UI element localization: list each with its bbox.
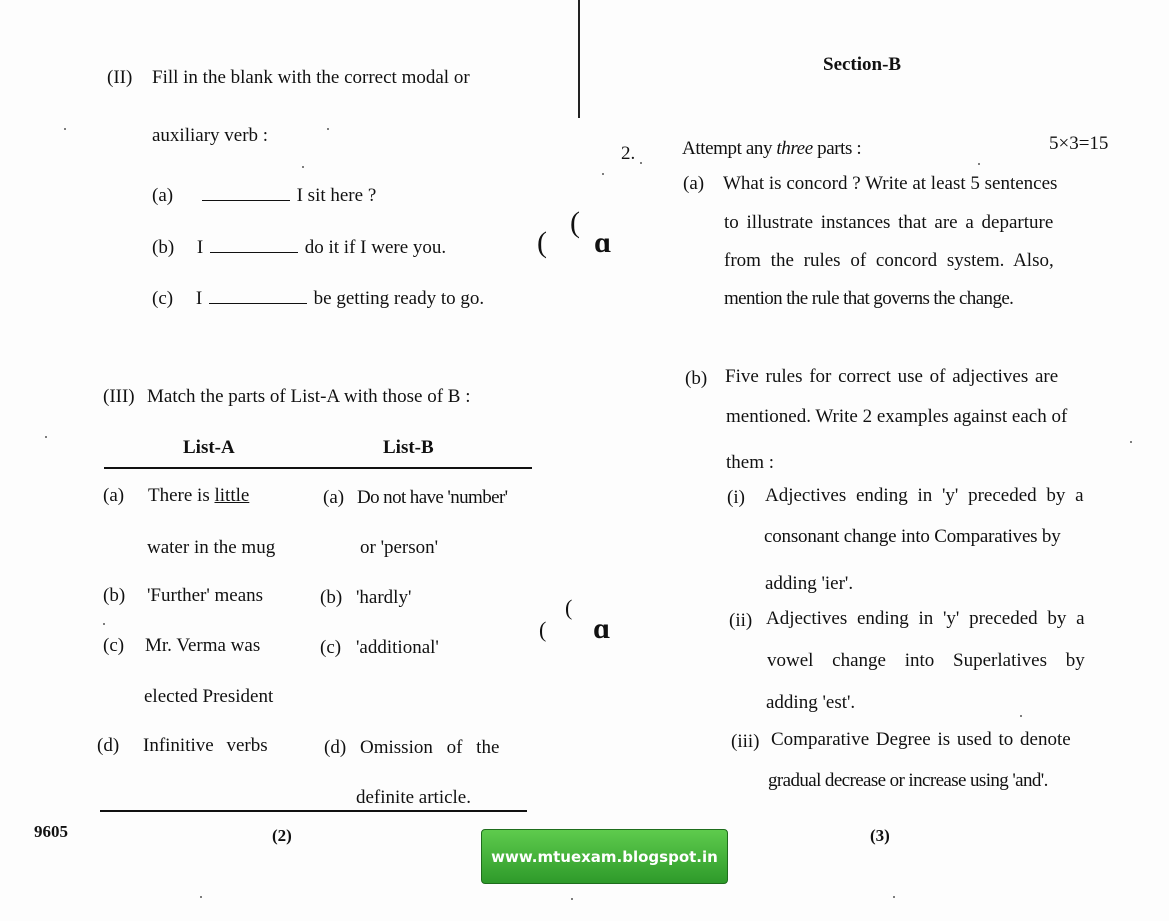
list-b-header: List-B <box>383 437 434 458</box>
answer-blank <box>202 200 290 201</box>
rule-iii-line: Comparative Degree is used to denote <box>771 729 1071 750</box>
list-a-label: (a) <box>103 485 125 506</box>
rule-i-line: Adjectives ending in 'y' preceded by a <box>765 485 1084 506</box>
scan-speck <box>1130 441 1132 443</box>
list-a-text: Infinitive verbs <box>143 735 268 756</box>
list-a-text: elected President <box>144 686 274 707</box>
page-number-left: (2) <box>272 826 292 845</box>
list-a-text: 'Further' means <box>147 585 264 606</box>
table-bottom-rule <box>100 810 527 812</box>
list-b-label: (d) <box>324 737 347 758</box>
scan-speck <box>893 896 895 898</box>
blank-item-prefix: I <box>196 237 204 258</box>
stray-mark: ɑ <box>593 612 611 645</box>
answer-blank <box>210 252 298 253</box>
blank-item-a <box>152 185 376 207</box>
list-a-label: (c) <box>103 635 125 656</box>
scan-speck <box>978 163 980 165</box>
stray-mark: ɑ <box>594 226 612 259</box>
blank-item-label: (a) <box>152 185 174 206</box>
part-a-line: mention the rule that governs the change. <box>724 288 1014 309</box>
scan-speck <box>103 623 105 625</box>
blank-item-c <box>152 288 484 310</box>
question-3-number: (III) <box>103 386 135 407</box>
scan-speck <box>45 436 47 438</box>
list-a-label: (b) <box>103 585 126 606</box>
list-b-text: Omission of the <box>360 737 500 758</box>
list-a-text: water in the mug <box>147 537 276 558</box>
part-a-line: from the rules of concord system. Also, <box>724 250 1054 271</box>
stray-mark: ( <box>565 595 573 620</box>
blank-item-text: I sit here ? <box>296 185 377 206</box>
scan-speck <box>64 128 66 130</box>
list-b-text: or 'person' <box>360 537 439 558</box>
paper-code: 9605 <box>34 822 68 841</box>
blank-item-prefix: I <box>195 288 203 309</box>
section-title: Section-B <box>823 54 902 75</box>
underlined-word: little <box>214 485 250 506</box>
page-number-right: (3) <box>870 826 890 845</box>
list-a-label: (d) <box>97 735 120 756</box>
instruction-emphasis: three <box>776 138 813 159</box>
part-b-label: (b) <box>685 368 708 389</box>
part-a-line: to illustrate instances that are a departure <box>724 212 1054 233</box>
part-b-line: Five rules for correct use of adjectives are <box>725 366 1059 387</box>
rule-i-line: adding 'ier'. <box>765 573 854 594</box>
part-b-line: mentioned. Write 2 examples against each of <box>726 406 1068 427</box>
page-divider <box>578 0 580 118</box>
question-2-line-1: Fill in the blank with the correct modal or <box>152 67 470 88</box>
scan-speck <box>302 166 304 168</box>
list-b-text: 'additional' <box>356 637 439 658</box>
rule-ii-line: Adjectives ending in 'y' preceded by a <box>766 608 1085 629</box>
question-3-heading: Match the parts of List-A with those of B : <box>147 386 471 407</box>
list-a-header: List-A <box>183 437 235 458</box>
part-b-line: them : <box>726 452 775 473</box>
stray-mark: ( <box>570 206 580 239</box>
list-b-text: Do not have 'number' <box>357 487 508 508</box>
blank-item-label: (b) <box>152 237 175 258</box>
question-2-number: (II) <box>107 67 133 88</box>
list-b-text: 'hardly' <box>356 587 412 608</box>
instruction-prefix: Attempt any <box>682 138 777 159</box>
blank-item-text: do it if I were you. <box>304 237 447 258</box>
question-instruction <box>682 138 861 160</box>
blank-item-text: be getting ready to go. <box>313 288 485 309</box>
scan-speck <box>571 898 573 900</box>
rule-ii-label: (ii) <box>729 610 753 631</box>
instruction-suffix: parts : <box>812 138 862 159</box>
rule-i-label: (i) <box>727 487 745 508</box>
marks-allotment: 5×3=15 <box>1049 133 1109 154</box>
scan-speck <box>1020 715 1022 717</box>
scan-speck <box>602 173 604 175</box>
rule-i-line: consonant change into Comparatives by <box>764 526 1061 547</box>
list-b-text: definite article. <box>356 787 471 808</box>
table-top-rule <box>104 467 532 469</box>
list-a-text: Mr. Verma was <box>145 635 261 656</box>
list-a-text <box>148 485 249 507</box>
question-2-line-2: auxiliary verb : <box>152 125 269 146</box>
blank-item-b <box>152 237 446 259</box>
part-a-line: What is concord ? Write at least 5 sentences <box>723 173 1058 194</box>
scan-speck <box>200 896 202 898</box>
part-a-label: (a) <box>683 173 705 194</box>
scan-speck <box>640 162 642 164</box>
rule-iii-label: (iii) <box>731 731 760 752</box>
stray-mark: ( <box>537 226 547 259</box>
stray-mark: ( <box>539 617 547 642</box>
answer-blank <box>209 303 307 304</box>
scan-speck <box>327 128 329 130</box>
question-number: 2. <box>621 143 636 164</box>
rule-ii-line: vowel change into Superlatives by <box>767 650 1085 671</box>
blog-watermark: www.mtuexam.blogspot.in <box>481 829 728 884</box>
blank-item-label: (c) <box>152 288 174 309</box>
list-b-label: (a) <box>323 487 345 508</box>
rule-ii-line: adding 'est'. <box>766 692 856 713</box>
rule-iii-line: gradual decrease or increase using 'and'. <box>768 770 1048 791</box>
list-b-label: (b) <box>320 587 343 608</box>
list-a-text-prefix: There is <box>148 485 215 506</box>
list-b-label: (c) <box>320 637 342 658</box>
